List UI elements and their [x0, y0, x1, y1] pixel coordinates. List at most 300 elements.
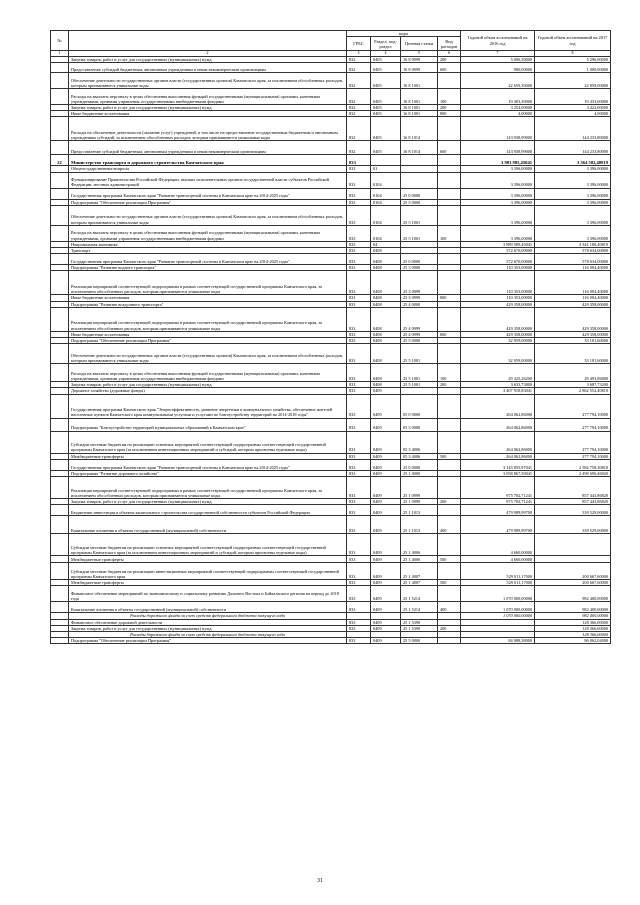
row-article: 25 0 0000	[401, 459, 438, 470]
row-name: Дорожное хозяйство (дорожные фонды)	[69, 388, 347, 394]
row-name: Субсидии местным бюджетам на реализацию основных мероприятий соответствующей подпрограммы соответствующей государственной программы Камчатского края (за исключением инвестиционных мероприятий и субсидий, которым присвоены отдельные коды)	[69, 534, 347, 556]
row-article: 16 8 1014	[401, 141, 438, 155]
row-name: Обеспечение деятельности государственных органов власти (государственных органов) Камчатского края, за исключением обособленных расходов, которым присваиваются уникальные коды	[69, 344, 347, 364]
row-grbs: 832	[347, 141, 371, 155]
header-grbs: ГРБС	[347, 37, 371, 51]
row-section: 0409	[371, 638, 401, 644]
row-section: 0405	[371, 56, 401, 62]
row-amount-2017: 2 584 758,30810	[535, 459, 611, 470]
row-article: 25 5 1001	[401, 382, 438, 388]
column-index: 5	[401, 51, 438, 57]
row-amount-2016: 264 062,86000	[461, 453, 535, 459]
row-kind	[438, 638, 461, 644]
table-row	[51, 563, 611, 580]
row-section: 0408	[371, 265, 401, 271]
row-name: Подпрограмма "Развитие дорожного хозяйства"	[69, 470, 347, 476]
row-amount-2016: 3 633,73800	[461, 382, 535, 388]
row-kind: 500	[438, 453, 461, 459]
row-name: Иные бюджетные ассигнования	[69, 295, 347, 301]
row-grbs: 833	[347, 602, 371, 613]
row-grbs: 833	[347, 364, 371, 382]
row-number	[51, 141, 69, 155]
row-section: 0409	[371, 499, 401, 505]
row-section: 0409	[371, 580, 401, 586]
row-number	[51, 586, 69, 602]
row-section: 0408	[371, 248, 401, 254]
row-name: Предоставление субсидий бюджетным, автономным учреждениям и иным некоммерческим организациям	[69, 141, 347, 155]
row-number	[51, 205, 69, 225]
row-article: 25 4 0999	[401, 307, 438, 331]
row-amount-2016: 479 989,99700	[461, 505, 535, 516]
row-name: Межбюджетные трансферты	[69, 556, 347, 563]
row-section: 04	[371, 241, 401, 247]
row-section: 0409	[371, 556, 401, 563]
row-grbs: 833	[347, 271, 371, 295]
row-name: Подпрограмма "Обеспечение реализации Программы"	[69, 199, 347, 205]
row-amount-2017: 116 094,40000	[535, 265, 611, 271]
row-article: 25 4 0000	[401, 301, 438, 307]
row-article: 25 5 0000	[401, 638, 438, 644]
row-grbs: 833	[347, 301, 371, 307]
column-index: 8	[535, 51, 611, 57]
row-number	[51, 638, 69, 644]
row-amount-2017: 429 358,00000	[535, 331, 611, 337]
row-amount-2017: 277 794,10000	[535, 418, 611, 431]
row-grbs: 833	[347, 499, 371, 505]
row-amount-2016: 3 396,00000	[461, 199, 535, 205]
row-amount-2017: 144 233,80000	[535, 117, 611, 141]
row-amount-2017: 429 358,00000	[535, 307, 611, 331]
row-section: 0104	[371, 199, 401, 205]
row-name: Подпрограмма "Развитие воздушного транспорта"	[69, 301, 347, 307]
row-grbs: 832	[347, 73, 371, 89]
row-number	[51, 63, 69, 73]
row-kind	[438, 459, 461, 470]
row-amount-2016: 32 959,00000	[461, 338, 535, 344]
table-row	[51, 477, 611, 499]
table-row	[51, 205, 611, 225]
row-number	[51, 516, 69, 534]
row-amount-2016: 4 660,00000	[461, 534, 535, 556]
row-article: 16 8 1014	[401, 117, 438, 141]
row-amount-2017: 982 400,00000	[535, 613, 611, 619]
table-row	[51, 117, 611, 141]
row-kind: 600	[438, 141, 461, 155]
row-amount-2016: 3 254,00000	[461, 105, 535, 111]
table-row	[51, 155, 611, 166]
row-grbs: 833	[347, 188, 371, 199]
row-section: 01	[371, 166, 401, 172]
row-section: 0104	[371, 188, 401, 199]
row-kind: 200	[438, 56, 461, 62]
header-no: №	[51, 31, 69, 51]
row-kind	[438, 418, 461, 431]
row-grbs: 833	[347, 331, 371, 337]
row-number	[51, 505, 69, 516]
table-row	[51, 307, 611, 331]
row-grbs: 832	[347, 63, 371, 73]
row-amount-2017: 2 498 696,46820	[535, 470, 611, 476]
row-name: Финансовое обеспечение дорожной деятельности	[69, 619, 347, 625]
row-kind: 100	[438, 225, 461, 241]
row-article: 25 5 1001	[401, 344, 438, 364]
row-number	[51, 477, 69, 499]
row-section: 0409	[371, 534, 401, 556]
row-article: 05 3 0000	[401, 418, 438, 431]
row-amount-2016: 479 989,99700	[461, 516, 535, 534]
row-grbs: 833	[347, 431, 371, 453]
row-section: 0409	[371, 505, 401, 516]
row-amount-2016: 143 938,99000	[461, 141, 535, 155]
row-amount-2017: 86 062,04000	[535, 638, 611, 644]
row-amount-2017: 22 859,00000	[535, 73, 611, 89]
row-section: 0409	[371, 418, 401, 431]
row-grbs: 832	[347, 105, 371, 111]
row-grbs: 833	[347, 265, 371, 271]
row-amount-2017: 2 862 552,40810	[535, 388, 611, 394]
row-name: Подпрограмма "Обеспечение реализации Программы"	[69, 638, 347, 644]
row-amount-2017: 144 233,80000	[535, 141, 611, 155]
row-amount-2016: 529 011,17000	[461, 580, 535, 586]
row-section: 0409	[371, 470, 401, 476]
row-amount-2016: 572 670,00000	[461, 248, 535, 254]
row-kind: 100	[438, 364, 461, 382]
row-grbs: 833	[347, 295, 371, 301]
row-name: Расходы дорожного фонда за счет средств федерального бюджета текущего года	[69, 632, 347, 638]
row-kind	[438, 172, 461, 188]
row-amount-2016: 429 358,00000	[461, 307, 535, 331]
row-name: Реализация мероприятий соответствующей подпрограммы в рамках соответствующей государственной программы Камчатского края, за исключением обособленных расходов, которым присваиваются уникальные коды	[69, 271, 347, 295]
row-amount-2016: 264 062,86000	[461, 431, 535, 453]
row-amount-2016: 4 660,00000	[461, 556, 535, 563]
table-row	[51, 188, 611, 199]
row-grbs: 833	[347, 534, 371, 556]
row-number	[51, 534, 69, 556]
row-amount-2016: 1 070 000,00000	[461, 613, 535, 619]
row-grbs: 833	[347, 338, 371, 344]
row-grbs: 833	[347, 625, 371, 631]
row-article: 25 1 4007	[401, 580, 438, 586]
row-section: 0409	[371, 563, 401, 580]
row-article: 25 5 0000	[401, 338, 438, 344]
table-body	[51, 56, 611, 644]
row-article: 25 5 1001	[401, 225, 438, 241]
row-amount-2016: 110 353,00000	[461, 271, 535, 295]
row-number	[51, 394, 69, 418]
table-row	[51, 172, 611, 188]
row-article: 16 8 1001	[401, 73, 438, 89]
row-article: 16 8 1001	[401, 111, 438, 117]
row-amount-2017: 1 000,00000	[535, 63, 611, 73]
column-index: 4	[371, 51, 401, 57]
row-section: 0409	[371, 388, 401, 394]
row-amount-2016: 3 396,00000	[461, 205, 535, 225]
row-grbs: 832	[347, 117, 371, 141]
column-index: 6	[438, 51, 461, 57]
row-section: 0104	[371, 205, 401, 225]
row-kind	[438, 431, 461, 453]
row-name: Иные бюджетные ассигнования	[69, 111, 347, 117]
row-amount-2017: 277 794,10000	[535, 394, 611, 418]
row-grbs: 833	[347, 470, 371, 476]
row-section	[371, 155, 401, 166]
row-amount-2017: 857 443,86820	[535, 477, 611, 499]
row-amount-2016: 3 143 855,97041	[461, 459, 535, 470]
row-grbs: 833	[347, 248, 371, 254]
row-grbs: 832	[347, 56, 371, 62]
row-number	[51, 225, 69, 241]
row-amount-2016: 3 058 867,59041	[461, 470, 535, 476]
row-amount-2017: 857 443,86820	[535, 499, 611, 505]
row-number	[51, 271, 69, 295]
row-amount-2017: 5 296,00000	[535, 56, 611, 62]
row-number	[51, 431, 69, 453]
row-grbs: 833	[347, 556, 371, 563]
row-grbs: 833	[347, 459, 371, 470]
row-article: 25 1 4006	[401, 534, 438, 556]
header-codes: коды	[347, 31, 461, 37]
row-amount-2016: 3 396,00000	[461, 166, 535, 172]
row-amount-2017: 3 396,00000	[535, 166, 611, 172]
row-amount-2016: 29 325,26200	[461, 364, 535, 382]
table-row	[51, 505, 611, 516]
row-kind	[438, 505, 461, 516]
row-article: 25 1 1013	[401, 505, 438, 516]
row-number	[51, 188, 69, 199]
row-number	[51, 254, 69, 265]
row-name: Подпрограмма "Обеспечение реализации Программы"	[69, 338, 347, 344]
row-amount-2017: 116 094,40000	[535, 271, 611, 295]
row-section: 0408	[371, 344, 401, 364]
row-kind	[438, 586, 461, 602]
header-name	[69, 31, 347, 51]
row-article: 05 3 4006	[401, 453, 438, 459]
row-grbs: 833	[347, 199, 371, 205]
row-grbs: 833	[347, 516, 371, 534]
row-section: 0409	[371, 453, 401, 459]
row-article: 25 1 5390	[401, 619, 438, 625]
table-row	[51, 459, 611, 470]
row-amount-2017: 3 687,73200	[535, 382, 611, 388]
row-name: Обеспечение деятельности государственных органов власти (государственных органов) Камчатского края, за исключением обособленных расходов, которым присваиваются уникальные коды	[69, 205, 347, 225]
row-kind: 500	[438, 556, 461, 563]
row-kind	[438, 563, 461, 580]
row-article: 25 1 1013	[401, 516, 438, 534]
row-article: 25 5 1001	[401, 364, 438, 382]
row-kind: 200	[438, 382, 461, 388]
column-index: 7	[461, 51, 535, 57]
row-name: Капитальные вложения в объекты государственной (муниципальной) собственности	[69, 602, 347, 613]
row-name: Обеспечение деятельности государственных органов власти (государственных органов) Камчатского края, за исключением обособленных расходов, которым присваиваются уникальные коды	[69, 73, 347, 89]
row-grbs: 833	[347, 254, 371, 265]
row-section: 0104	[371, 225, 401, 241]
table-row	[51, 63, 611, 73]
column-index: 1	[51, 51, 69, 57]
row-grbs: 833	[347, 477, 371, 499]
row-number	[51, 602, 69, 613]
row-grbs: 833	[347, 382, 371, 388]
row-amount-2016: 110 353,00000	[461, 265, 535, 271]
row-name: Бюджетные инвестиции в объекты капитального строительства государственной собственности субъектов Российской Федерации	[69, 505, 347, 516]
row-amount-2017: 3 396,00000	[535, 205, 611, 225]
row-number: 22	[51, 155, 69, 166]
row-amount-2016: 975 782,71241	[461, 477, 535, 499]
row-name: Национальная экономика	[69, 241, 347, 247]
row-section: 0405	[371, 105, 401, 111]
row-section: 0408	[371, 382, 401, 388]
table-row	[51, 344, 611, 364]
row-number	[51, 172, 69, 188]
row-article: 25 1 5390	[401, 625, 438, 631]
header-year-2016: Годовой объем ассигнований на 2016 год	[461, 31, 535, 51]
row-number	[51, 418, 69, 431]
row-name: Функционирование Правительства Российской Федерации, высших исполнительных органов государственной власти субъектов Российской Федерации, местных администраций	[69, 172, 347, 188]
table-row	[51, 364, 611, 382]
row-section: 0408	[371, 307, 401, 331]
row-section: 0405	[371, 89, 401, 105]
table-row	[51, 73, 611, 89]
row-kind	[438, 188, 461, 199]
row-name: Закупка товаров, работ и услуг для государственных (муниципальных) нужд	[69, 499, 347, 505]
row-amount-2017	[535, 556, 611, 563]
table-row	[51, 431, 611, 453]
row-kind	[438, 117, 461, 141]
row-amount-2016: 5 096,30000	[461, 56, 535, 62]
row-section: 0409	[371, 625, 401, 631]
row-kind	[438, 477, 461, 499]
row-kind	[438, 254, 461, 265]
row-amount-2017: 3 341 186,40819	[535, 241, 611, 247]
row-article: 05 3 4006	[401, 431, 438, 453]
table-row	[51, 225, 611, 241]
row-amount-2017: 429 358,00000	[535, 301, 611, 307]
row-section: 0405	[371, 73, 401, 89]
row-amount-2016: 429 358,00000	[461, 301, 535, 307]
row-section: 0409	[371, 586, 401, 602]
row-section: 0405	[371, 111, 401, 117]
row-article: 16 8 1001	[401, 89, 438, 105]
row-number	[51, 563, 69, 580]
row-number	[51, 117, 69, 141]
row-amount-2016: 19 403,30000	[461, 89, 535, 105]
row-amount-2016: 3 396,00000	[461, 225, 535, 241]
row-kind: 200	[438, 625, 461, 631]
row-amount-2016: 1 070 000,00000	[461, 586, 535, 602]
row-amount-2017: 116 094,40000	[535, 295, 611, 301]
row-amount-2017: 128 366,00000	[535, 619, 611, 625]
row-kind: 200	[438, 499, 461, 505]
row-name: Закупка товаров, работ и услуг для государственных (муниципальных) нужд	[69, 625, 347, 631]
row-name: Подпрограмма "Благоустройство территорий муниципальных образований в Камчатском крае"	[69, 418, 347, 431]
row-name: Государственная программа Камчатского края "Развитие транспортной системы в Камчатском крае на 2014-2025 годы"	[69, 188, 347, 199]
row-amount-2017: 3 564 582,40819	[535, 155, 611, 166]
table-row	[51, 254, 611, 265]
table-row	[51, 602, 611, 613]
row-amount-2016: 3 889 589,45041	[461, 241, 535, 247]
row-amount-2016: 975 782,71241	[461, 499, 535, 505]
row-amount-2016: 900,00000	[461, 63, 535, 73]
row-amount-2016: 1 070 000,00000	[461, 602, 535, 613]
row-amount-2016: 143 938,99000	[461, 117, 535, 141]
row-article	[401, 172, 438, 188]
row-section: 0409	[371, 394, 401, 418]
row-amount-2016: 3 983 985,45041	[461, 155, 535, 166]
row-name: Субсидии местным бюджетам на реализацию основных мероприятий соответствующей подпрограммы соответствующей государственной программы Камчатского края (за исключением инвестиционных мероприятий и субсидий, которым присвоены отдельные коды)	[69, 431, 347, 453]
row-name: Транспорт	[69, 248, 347, 254]
row-article: 25 5 1001	[401, 205, 438, 225]
row-article: 25 1 4007	[401, 563, 438, 580]
row-amount-2017: 277 794,10000	[535, 453, 611, 459]
row-name: Министерство транспорта и дорожного строительства Камчатского края	[69, 155, 347, 166]
row-grbs: 833	[347, 453, 371, 459]
row-kind: 100	[438, 89, 461, 105]
row-name: Предоставление субсидий бюджетным, автономным учреждениям и иным некоммерческим организациям	[69, 63, 347, 73]
row-section: 0408	[371, 295, 401, 301]
row-amount-2017	[535, 534, 611, 556]
table-row	[51, 394, 611, 418]
row-amount-2016: 429 358,00000	[461, 331, 535, 337]
row-name: Закупка товаров, работ и услуг для государственных (муниципальных) нужд	[69, 105, 347, 111]
row-section: 0408	[371, 364, 401, 382]
row-kind	[438, 534, 461, 556]
row-name: Расходы на выплаты персоналу в целях обеспечения выполнения функций государственными (муниципальными) органами, казенными учреждениями, органами управления государственными внебюджетными фондами	[69, 225, 347, 241]
row-article: 25 0 0000	[401, 254, 438, 265]
header-article: Целевая статья	[401, 37, 438, 51]
row-amount-2016: 264 062,86000	[461, 394, 535, 418]
row-name: Реализация мероприятий соответствующей подпрограммы в рамках соответствующей государственной программы Камчатского края, за исключением обособленных расходов, которым присваиваются уникальные коды	[69, 477, 347, 499]
row-grbs: 833	[347, 205, 371, 225]
column-index: 2	[69, 51, 347, 57]
row-amount-2017: 4,00000	[535, 111, 611, 117]
row-amount-2017: 339 529,00000	[535, 505, 611, 516]
row-article	[401, 155, 438, 166]
row-grbs: 833	[347, 307, 371, 331]
row-section: 0409	[371, 459, 401, 470]
row-amount-2016: 32 959,00000	[461, 344, 535, 364]
row-name: Расходы на выплаты персоналу в целях обеспечения выполнения функций государственными (муниципальными) органами, казенными учреждениями, органами управления государственными внебюджетными фондами	[69, 89, 347, 105]
row-name: Закупка товаров, работ и услуг для государственных (муниципальных) нужд	[69, 56, 347, 62]
row-name: Реализация мероприятий соответствующей подпрограммы в рамках соответствующей государственной программы Камчатского края, за исключением обособленных расходов, которым присваиваются уникальные коды	[69, 307, 347, 331]
row-kind: 200	[438, 105, 461, 111]
row-amount-2017: 982 400,00000	[535, 586, 611, 602]
table-row	[51, 516, 611, 534]
row-grbs: 832	[347, 89, 371, 105]
row-amount-2017: 33 181,60000	[535, 344, 611, 364]
row-name: Субсидии местным бюджетам на реализацию инвестиционных мероприятий соответствующей подпрограммы соответствующей государственной программы Камчатского края	[69, 563, 347, 580]
row-kind	[438, 73, 461, 89]
row-article: 16 8 0999	[401, 63, 438, 73]
row-name: Межбюджетные трансферты	[69, 580, 347, 586]
header-kind: Вид расходов	[438, 37, 461, 51]
row-amount-2017: 128 366,00000	[535, 625, 611, 631]
row-article: 25 3 0999	[401, 271, 438, 295]
row-amount-2017: 3 396,00000	[535, 199, 611, 205]
row-article: 25 1 4006	[401, 556, 438, 563]
row-amount-2017: 578 634,00000	[535, 254, 611, 265]
table-row	[51, 141, 611, 155]
row-amount-2016: 22 659,30000	[461, 73, 535, 89]
row-section: 0104	[371, 172, 401, 188]
row-amount-2016: 529 011,17000	[461, 563, 535, 580]
row-name: Подпрограмма "Развитие водного транспорта"	[69, 265, 347, 271]
row-amount-2016: 3 396,00000	[461, 172, 535, 188]
row-amount-2017: 3 422,00000	[535, 105, 611, 111]
row-section: 0409	[371, 477, 401, 499]
budget-table	[50, 30, 611, 644]
row-article: 25 3 0999	[401, 295, 438, 301]
row-name: Расходы на выплаты персоналу в целях обеспечения выполнения функций государственными (муниципальными) органами, казенными учреждениями, органами управления государственными внебюджетными фондами	[69, 364, 347, 382]
row-name: Расходы на обеспечение деятельности (оказание услуг) учреждений, в том числе на предоставление государственным бюджетным и автономным учреждениям субсидий, за исключением обособленных расходов, которым присваиваются уникальные коды	[69, 117, 347, 141]
